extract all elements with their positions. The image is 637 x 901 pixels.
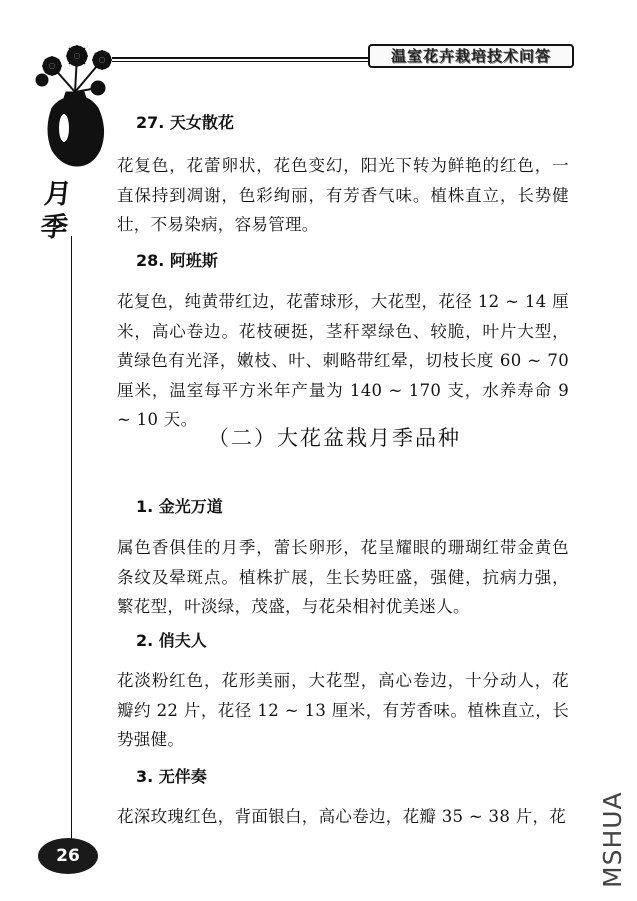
page-number: 26 — [56, 846, 80, 866]
entry-paragraph: 花复色，纯黄带红边，花蕾球形，大花型，花径 12 ~ 14 厘米，高心卷边。花枝硬挺，茎秆翠绿色、较脆，叶片大型，黄绿色有光泽，嫩枝、叶、刺略带红晕，切枝长度 60 ~ 70 厘米，温室每平方米年产量为 140 ~ 170 支，水养寿命 9 ~ 10 天。 — [117, 292, 569, 429]
margin-rule — [71, 236, 72, 846]
section-title: （二）大花盆栽月季品种 — [208, 426, 461, 450]
entry-heading: 3. 无伴奏 — [136, 767, 207, 786]
chapter-side-label: 月季 — [39, 179, 73, 243]
entry-paragraph: 属色香俱佳的月季，蕾长卵形，花呈耀眼的珊瑚红带金黄色条纹及晕斑点。植株扩展，生长势旺盛，强健，抗病力强，繁花型，叶淡绿，茂盛，与花朵相衬优美迷人。 — [117, 538, 569, 616]
flower-vase-illustration — [22, 38, 122, 178]
entry-heading: 27. 天女散花 — [136, 113, 234, 132]
watermark: MSHUA — [598, 791, 627, 888]
entry-heading: 1. 金光万道 — [136, 497, 223, 516]
entry-heading: 2. 俏夫人 — [136, 631, 207, 650]
entry-paragraph: 花深玫瑰红色，背面银白，高心卷边，花瓣 35 ~ 38 片，花 — [117, 807, 567, 826]
entry-heading: 28. 阿班斯 — [136, 251, 218, 270]
header-rule — [112, 57, 370, 59]
header-rule-thin — [112, 61, 370, 62]
entry-paragraph: 花淡粉红色，花形美丽，大花型，高心卷边，十分动人，花瓣约 22 片，花径 12 ~ 13 厘米，有芳香味。植株直立，长势强健。 — [117, 671, 569, 749]
series-title: 温室花卉栽培技术问答 — [368, 44, 574, 68]
entry-paragraph: 花复色，花蕾卵状，花色变幻，阳光下转为鲜艳的红色，一直保持到凋谢，色彩绚丽，有芳香气味。植株直立，长势健壮，不易染病，容易管理。 — [117, 156, 569, 234]
